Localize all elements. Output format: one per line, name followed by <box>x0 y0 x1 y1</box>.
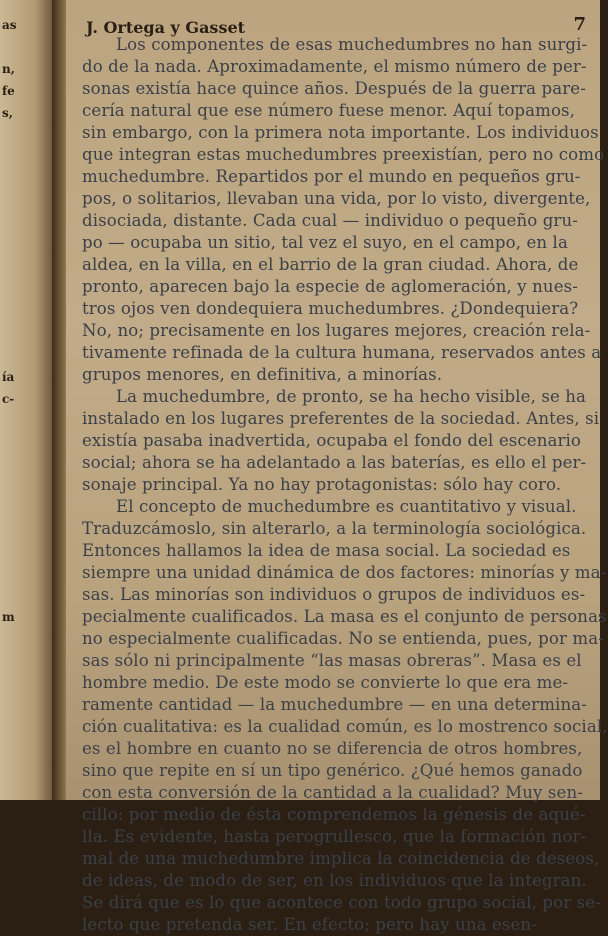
text-line: No, no; precisamente en los lugares mejores, creación rela- <box>82 321 591 340</box>
left-page-fragment: as <box>2 18 17 32</box>
text-line: instalado en los lugares preferentes de la sociedad. Antes, si <box>82 409 600 428</box>
text-line: grupos menores, en definitiva, a minorías. <box>82 365 443 384</box>
text-line: lecto que pretenda ser. En efecto; pero hay una esen- <box>82 915 537 934</box>
left-page-fragment: s, <box>2 106 13 120</box>
text-line: muchedumbre. Repartidos por el mundo en pequeños gru- <box>82 167 581 186</box>
left-page-fragment: ía <box>2 370 15 384</box>
text-line: hombre medio. De este modo se convierte lo que era me- <box>82 673 569 692</box>
text-line: no especialmente cualificadas. No se entienda, pues, por ma- <box>82 629 604 648</box>
text-line: disociada, distante. Cada cual — individuo o pequeño gru- <box>82 211 578 230</box>
left-page-fragment: fe <box>2 84 15 98</box>
text-line: Los componentes de esas muchedumbres no han surgi- <box>116 35 588 54</box>
text-line: sas sólo ni principalmente “las masas obreras”. Masa es el <box>82 651 582 670</box>
author-name: J. Ortega y Gasset <box>86 18 246 37</box>
text-line: pronto, aparecen bajo la especie de aglomeración, y nues- <box>82 277 578 296</box>
text-line: sonas existía hace quince años. Después de la guerra pare- <box>82 79 586 98</box>
text-line: que integran estas muchedumbres preexistían, pero no como <box>82 145 605 164</box>
page-number: 7 <box>573 14 586 35</box>
text-line: sas. Las minorías son individuos o grupos de individuos es- <box>82 585 586 604</box>
text-line: cillo: por medio de ésta comprendemos la génesis de aqué- <box>82 805 586 824</box>
text-line: Traduzcámoslo, sin alterarlo, a la terminología sociológica. <box>82 519 587 538</box>
left-page-fragment: m <box>2 610 15 624</box>
text-line: La muchedumbre, de pronto, se ha hecho visible, se ha <box>116 387 587 406</box>
left-page-fragment: n, <box>2 62 15 76</box>
left-page-edge <box>0 0 58 800</box>
right-page <box>66 0 608 934</box>
text-line: mal de una muchedumbre implica la coincidencia de deseos, <box>82 849 600 868</box>
text-line: do de la nada. Aproximadamente, el mismo número de per- <box>82 57 587 76</box>
text-line: Entonces hallamos la idea de masa social. La sociedad es <box>82 541 571 560</box>
text-line: ramente cantidad — la muchedumbre — en una determina- <box>82 695 587 714</box>
text-line: ción cualitativa: es la cualidad común, es lo mostrenco social, <box>82 717 608 736</box>
text-line: es el hombre en cuanto no se diferencia de otros hombres, <box>82 739 583 758</box>
text-line: Se dirá que es lo que acontece con todo grupo social, por se- <box>82 893 601 912</box>
text-line: social; ahora se ha adelantado a las baterías, es ello el per- <box>82 453 587 472</box>
text-line: existía pasaba inadvertida, ocupaba el fondo del escenario <box>82 431 582 450</box>
text-line: siempre una unidad dinámica de dos factores: minorías y ma- <box>82 563 607 582</box>
text-line: tros ojos ven dondequiera muchedumbres. ¿Dondequiera? <box>82 299 579 318</box>
text-line: po — ocupaba un sitio, tal vez el suyo, en el campo, en la <box>82 233 568 252</box>
text-line: tivamente refinada de la cultura humana, reservados antes a <box>82 343 602 362</box>
text-line: pecialmente cualificados. La masa es el conjunto de personas <box>82 607 607 626</box>
text-line: sin embargo, con la primera nota importante. Los individuos <box>82 123 599 142</box>
text-line: sino que repite en sí un tipo genérico. ¿Qué hemos ganado <box>82 761 583 780</box>
body-text <box>82 34 608 936</box>
text-line: lla. Es evidente, hasta perogrullesco, que la formación nor- <box>82 827 587 846</box>
text-line: sonaje principal. Ya no hay protagonistas: sólo hay coro. <box>82 475 562 494</box>
text-line: El concepto de muchedumbre es cuantitativo y visual. <box>116 497 577 516</box>
text-line: cería natural que ese número fuese menor. Aquí topamos, <box>82 101 576 120</box>
text-line: pos, o solitarios, llevaban una vida, por lo visto, divergente, <box>82 189 591 208</box>
left-page-fragment: c- <box>2 392 15 406</box>
text-line: con esta conversión de la cantidad a la cualidad? Muy sen- <box>82 783 583 802</box>
text-line: aldea, en la villa, en el barrio de la gran ciudad. Ahora, de <box>82 255 579 274</box>
text-line: de ideas, de modo de ser, en los individuos que la integran. <box>82 871 587 890</box>
